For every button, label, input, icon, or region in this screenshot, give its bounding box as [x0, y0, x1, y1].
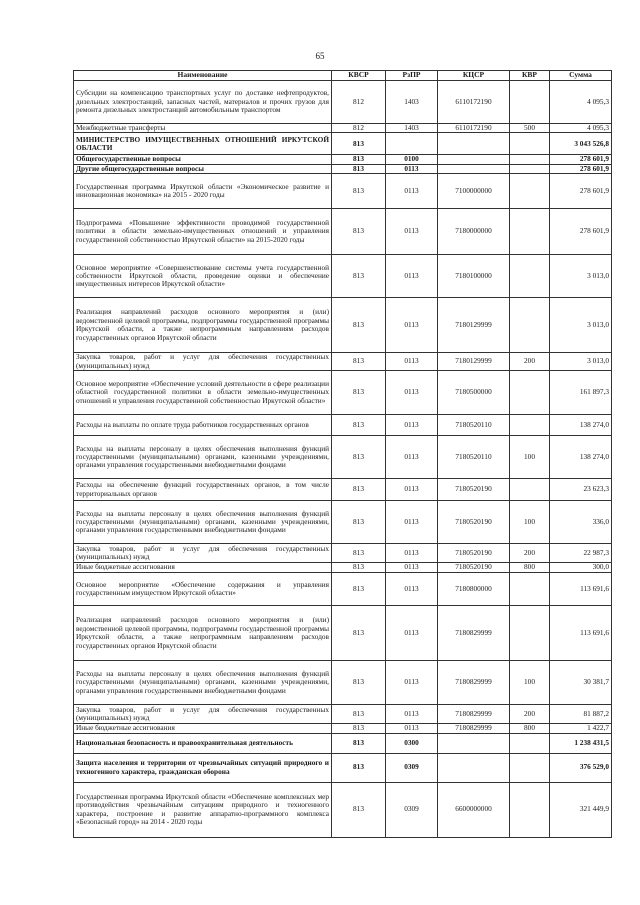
cell-rzpr: 0113	[386, 501, 438, 544]
cell-rzpr: 1403	[386, 81, 438, 124]
cell-sum: 1 422,7	[550, 724, 612, 733]
cell-kcsr: 6600000000	[438, 782, 510, 837]
cell-sum: 1 238 431,5	[550, 733, 612, 753]
cell-kvr	[510, 606, 550, 661]
cell-rzpr: 0309	[386, 753, 438, 782]
table-row	[74, 724, 612, 733]
table-row	[74, 782, 612, 837]
cell-sum: 138 274,0	[550, 415, 612, 436]
cell-kcsr: 7180520190	[438, 501, 510, 544]
table-row	[74, 174, 612, 209]
cell-kvsr: 813	[332, 371, 386, 415]
cell-kvsr: 813	[332, 661, 386, 705]
cell-kcsr	[438, 164, 510, 173]
cell-kvr	[510, 298, 550, 353]
cell-kvsr: 813	[332, 155, 386, 164]
cell-name: Закупка товаров, работ и услуг для обеспечения государственных (муниципальных) нужд	[74, 353, 332, 371]
cell-kvr: 200	[510, 705, 550, 724]
cell-kcsr: 7100000000	[438, 174, 510, 209]
cell-sum: 3 013,0	[550, 298, 612, 353]
cell-kvr	[510, 415, 550, 436]
table-row	[74, 573, 612, 606]
cell-kvr	[510, 164, 550, 173]
cell-sum: 336,0	[550, 501, 612, 544]
cell-kcsr: 6110172190	[438, 81, 510, 124]
cell-rzpr: 0309	[386, 782, 438, 837]
cell-rzpr: 0113	[386, 724, 438, 733]
cell-sum: 278 601,9	[550, 155, 612, 164]
cell-kcsr	[438, 753, 510, 782]
cell-kvr: 100	[510, 436, 550, 479]
cell-rzpr: 0113	[386, 353, 438, 371]
table-row	[74, 606, 612, 661]
cell-kcsr: 7180829999	[438, 705, 510, 724]
cell-name: Государственная программа Иркутской области «Обеспечение комплексных мер противодействия чрезвычайным ситуациям природного и техногенного характера, построение и развитие аппаратно-программного комплекса «Безопасный город» на 2014 - 2020 годы	[74, 782, 332, 837]
table-row	[74, 544, 612, 563]
cell-rzpr: 0100	[386, 155, 438, 164]
cell-name: Иные бюджетные ассигнования	[74, 724, 332, 733]
cell-kcsr: 7180000000	[438, 209, 510, 255]
cell-kcsr: 7180520190	[438, 563, 510, 573]
cell-name: Закупка товаров, работ и услуг для обеспечения государственных (муниципальных) нужд	[74, 544, 332, 563]
cell-kvr	[510, 255, 550, 298]
column-header-kvr: КВР	[510, 71, 550, 81]
table-row	[74, 81, 612, 124]
cell-sum: 23 623,3	[550, 479, 612, 501]
cell-name: Национальная безопасность и правоохранительная деятельность	[74, 733, 332, 753]
cell-kvsr: 813	[332, 479, 386, 501]
cell-sum: 376 529,0	[550, 753, 612, 782]
cell-kvsr: 813	[332, 705, 386, 724]
table-row	[74, 164, 612, 173]
cell-sum: 321 449,9	[550, 782, 612, 837]
table-row	[74, 753, 612, 782]
cell-sum: 113 691,6	[550, 606, 612, 661]
budget-table	[73, 70, 612, 838]
cell-name: МИНИСТЕРСТВО ИМУЩЕСТВЕННЫХ ОТНОШЕНИЙ ИРКУТСКОЙ ОБЛАСТИ	[74, 133, 332, 155]
cell-name: Межбюджетные трансферты	[74, 124, 332, 133]
table-row	[74, 501, 612, 544]
cell-rzpr: 0113	[386, 479, 438, 501]
cell-sum: 278 601,9	[550, 174, 612, 209]
cell-kvsr: 813	[332, 174, 386, 209]
cell-kvr	[510, 174, 550, 209]
table-row	[74, 209, 612, 255]
cell-kvr	[510, 573, 550, 606]
cell-rzpr: 0113	[386, 164, 438, 173]
cell-kcsr: 7180800000	[438, 573, 510, 606]
cell-rzpr	[386, 133, 438, 155]
column-header-kcsr: КЦСР	[438, 71, 510, 81]
cell-kvsr: 813	[332, 563, 386, 573]
cell-rzpr: 0113	[386, 371, 438, 415]
table-row	[74, 563, 612, 573]
page-number: 65	[315, 51, 325, 61]
cell-rzpr: 0300	[386, 733, 438, 753]
cell-name: Реализация направлений расходов основного мероприятия и (или) ведомственной целевой программы, подпрограммы государственной программы Иркутской области, а также непрограммным направлениям расходов государственных органов Иркутской области	[74, 606, 332, 661]
cell-kvsr: 812	[332, 124, 386, 133]
cell-kvr: 200	[510, 544, 550, 563]
cell-kvsr: 813	[332, 501, 386, 544]
table-header-row	[74, 71, 612, 81]
cell-kvsr: 813	[332, 298, 386, 353]
cell-kvr: 500	[510, 124, 550, 133]
table-row	[74, 155, 612, 164]
cell-sum: 113 691,6	[550, 573, 612, 606]
cell-sum: 4 095,3	[550, 81, 612, 124]
column-header-rzpr: РзПР	[386, 71, 438, 81]
table-body	[74, 81, 612, 838]
cell-name: Другие общегосударственные вопросы	[74, 164, 332, 173]
cell-kcsr: 7180129999	[438, 353, 510, 371]
cell-rzpr: 0113	[386, 209, 438, 255]
cell-sum: 4 095,3	[550, 124, 612, 133]
cell-kvsr: 813	[332, 436, 386, 479]
cell-rzpr: 0113	[386, 255, 438, 298]
table-row	[74, 733, 612, 753]
cell-name: Субсидии на компенсацию транспортных услуг по доставке нефтепродуктов, дизельных электростанций, запасных частей, материалов и прочих грузов для ремонта дизельных электростанций автомобильным транспортом	[74, 81, 332, 124]
cell-kvr	[510, 371, 550, 415]
cell-kcsr: 7180829999	[438, 606, 510, 661]
cell-sum: 3 043 526,8	[550, 133, 612, 155]
cell-rzpr: 1403	[386, 124, 438, 133]
column-header-kvsr: КВСР	[332, 71, 386, 81]
table-row	[74, 415, 612, 436]
cell-kvsr: 813	[332, 164, 386, 173]
cell-sum: 30 381,7	[550, 661, 612, 705]
cell-kvr	[510, 81, 550, 124]
cell-name: Основное мероприятие «Обеспечение условий деятельности в сфере реализации областной государственной политики в области земельно-имущественных отношений и управления государственной собственностью Иркутской области»	[74, 371, 332, 415]
cell-name: Расходы на выплаты персоналу в целях обеспечения выполнения функций государственными (муниципальными) органами, казенными учреждениями, органами управления государственными внебюджетными фондами	[74, 661, 332, 705]
table-row	[74, 124, 612, 133]
cell-kcsr	[438, 155, 510, 164]
cell-kvsr: 813	[332, 782, 386, 837]
table-row	[74, 705, 612, 724]
cell-name: Основное мероприятие «Совершенствование системы учета государственной собственности Иркутской области, проведение оценки и обеспечение имущественных интересов Иркутской области»	[74, 255, 332, 298]
cell-rzpr: 0113	[386, 661, 438, 705]
cell-name: Реализация направлений расходов основного мероприятия и (или) ведомственной целевой программы, подпрограммы государственной программы Иркутской области, а также непрограммным направлениям расходов государственных органов Иркутской области	[74, 298, 332, 353]
cell-kvsr: 813	[332, 255, 386, 298]
cell-kcsr: 7180829999	[438, 724, 510, 733]
cell-kcsr: 7180520110	[438, 415, 510, 436]
cell-name: Расходы на обеспечение функций государственных органов, в том числе территориальных органов	[74, 479, 332, 501]
cell-kcsr: 7180829999	[438, 661, 510, 705]
cell-kcsr: 7180520190	[438, 544, 510, 563]
cell-rzpr: 0113	[386, 415, 438, 436]
cell-sum: 278 601,9	[550, 164, 612, 173]
cell-kcsr: 7180500000	[438, 371, 510, 415]
cell-kcsr: 7180520190	[438, 479, 510, 501]
cell-sum: 3 013,0	[550, 353, 612, 371]
column-header-sum: Сумма	[550, 71, 612, 81]
cell-name: Подпрограмма «Повышение эффективности проводимой государственной политики в области земельно-имущественных отношений и управления государственной собственностью Иркутской области» на 2015-2020 годы	[74, 209, 332, 255]
cell-kvsr: 813	[332, 573, 386, 606]
cell-kvr: 100	[510, 661, 550, 705]
cell-name: Государственная программа Иркутской области «Экономическое развитие и инновационная экономика» на 2015 - 2020 годы	[74, 174, 332, 209]
cell-sum: 278 601,9	[550, 209, 612, 255]
cell-rzpr: 0113	[386, 436, 438, 479]
cell-kvr: 100	[510, 501, 550, 544]
cell-kcsr: 7180520110	[438, 436, 510, 479]
cell-kvr	[510, 782, 550, 837]
cell-sum: 81 887,2	[550, 705, 612, 724]
cell-sum: 300,0	[550, 563, 612, 573]
cell-kvsr: 813	[332, 133, 386, 155]
cell-name: Иные бюджетные ассигнования	[74, 563, 332, 573]
cell-name: Закупка товаров, работ и услуг для обеспечения государственных (муниципальных) нужд	[74, 705, 332, 724]
cell-kvr	[510, 733, 550, 753]
cell-rzpr: 0113	[386, 606, 438, 661]
table-row	[74, 298, 612, 353]
cell-name: Расходы на выплаты по оплате труда работников государственных органов	[74, 415, 332, 436]
cell-name: Защита населения и территории от чрезвычайных ситуаций природного и техногенного характера, гражданская оборона	[74, 753, 332, 782]
cell-kvsr: 813	[332, 606, 386, 661]
cell-kvr	[510, 133, 550, 155]
cell-name: Расходы на выплаты персоналу в целях обеспечения выполнения функций государственными (муниципальными) органами, казенными учреждениями, органами управления государственными внебюджетными фондами	[74, 501, 332, 544]
cell-kcsr: 7180129999	[438, 298, 510, 353]
cell-rzpr: 0113	[386, 174, 438, 209]
table-row	[74, 353, 612, 371]
table-row	[74, 255, 612, 298]
cell-rzpr: 0113	[386, 544, 438, 563]
cell-rzpr: 0113	[386, 563, 438, 573]
cell-kvr	[510, 155, 550, 164]
cell-sum: 22 987,3	[550, 544, 612, 563]
cell-kcsr: 6110172190	[438, 124, 510, 133]
cell-kvsr: 813	[332, 415, 386, 436]
column-header-name: Наименование	[74, 71, 332, 81]
cell-kvsr: 813	[332, 353, 386, 371]
cell-rzpr: 0113	[386, 573, 438, 606]
cell-name: Расходы на выплаты персоналу в целях обеспечения выполнения функций государственными (муниципальными) органами, казенными учреждениями, органами управления государственными внебюджетными фондами	[74, 436, 332, 479]
cell-kvr	[510, 209, 550, 255]
cell-kvsr: 813	[332, 209, 386, 255]
cell-name: Основное мероприятие «Обеспечение содержания и управления государственным имуществом Иркутской области»	[74, 573, 332, 606]
cell-kcsr	[438, 133, 510, 155]
cell-kvr	[510, 479, 550, 501]
cell-kvsr: 813	[332, 753, 386, 782]
cell-kvsr: 813	[332, 724, 386, 733]
table-row	[74, 133, 612, 155]
cell-rzpr: 0113	[386, 705, 438, 724]
cell-kvr	[510, 753, 550, 782]
table-row	[74, 661, 612, 705]
cell-name: Общегосударственные вопросы	[74, 155, 332, 164]
cell-sum: 161 897,3	[550, 371, 612, 415]
cell-kvsr: 812	[332, 81, 386, 124]
table-row	[74, 479, 612, 501]
cell-kvsr: 813	[332, 733, 386, 753]
cell-sum: 3 013,0	[550, 255, 612, 298]
cell-kvr: 200	[510, 353, 550, 371]
table-row	[74, 371, 612, 415]
cell-kcsr: 7180100000	[438, 255, 510, 298]
cell-sum: 138 274,0	[550, 436, 612, 479]
cell-kvr: 800	[510, 724, 550, 733]
cell-kvr: 800	[510, 563, 550, 573]
cell-kcsr	[438, 733, 510, 753]
cell-rzpr: 0113	[386, 298, 438, 353]
table-row	[74, 436, 612, 479]
cell-kvsr: 813	[332, 544, 386, 563]
